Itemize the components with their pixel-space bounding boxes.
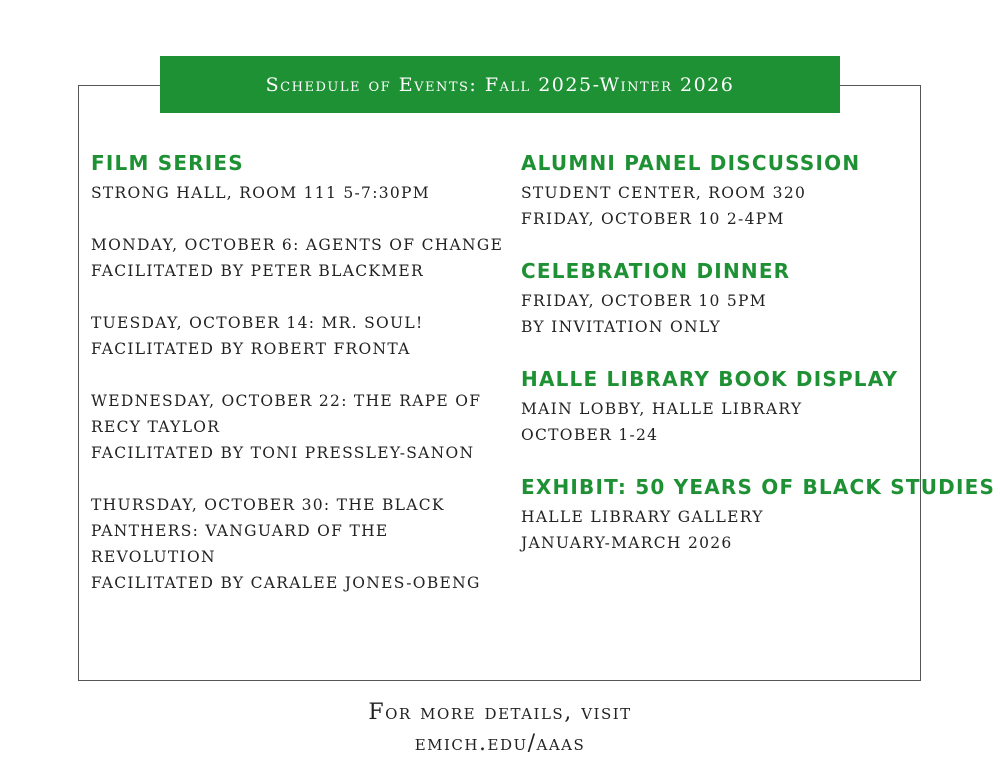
event-detail: STUDENT CENTER, ROOM 320	[521, 184, 807, 202]
film-event	[91, 388, 511, 466]
event-detail: FRIDAY, OCTOBER 10 2-4PM	[521, 210, 785, 228]
event-block-alumni-panel	[521, 146, 916, 232]
film-event-title: REVOLUTION	[91, 548, 216, 566]
event-detail: BY INVITATION ONLY	[521, 318, 721, 336]
event-block-exhibit	[521, 470, 996, 556]
film-event-title: RECY TAYLOR	[91, 418, 221, 436]
event-heading: EXHIBIT: 50 YEARS OF BLACK STUDIES	[521, 475, 996, 499]
event-detail: FRIDAY, OCTOBER 10 5PM	[521, 292, 767, 310]
schedule-banner	[160, 56, 840, 113]
film-event	[91, 492, 511, 596]
film-series-location: STRONG HALL, ROOM 111 5-7:30PM	[91, 184, 430, 202]
footer-details-text: For more details, visit	[368, 700, 632, 725]
film-event-title: WEDNESDAY, OCTOBER 22: THE RAPE OF	[91, 392, 482, 410]
event-heading: ALUMNI PANEL DISCUSSION	[521, 151, 861, 175]
film-series-column	[91, 146, 511, 596]
film-event-facilitator: FACILITATED BY CARALEE JONES-OBENG	[91, 574, 481, 592]
film-event-facilitator: FACILITATED BY ROBERT FRONTA	[91, 340, 411, 358]
banner-title: Schedule of Events: Fall 2025-Winter 2026	[265, 73, 735, 96]
event-heading: CELEBRATION DINNER	[521, 259, 791, 283]
footer-url-link[interactable]: emich.edu/aaas	[414, 731, 586, 756]
film-event-title: TUESDAY, OCTOBER 14: MR. SOUL!	[91, 314, 424, 332]
film-series-heading: FILM SERIES	[91, 151, 244, 175]
film-event	[91, 310, 511, 362]
film-event-title: THURSDAY, OCTOBER 30: THE BLACK	[91, 496, 445, 514]
event-detail: JANUARY-MARCH 2026	[521, 534, 733, 552]
other-events-column	[521, 146, 996, 556]
film-event-title: MONDAY, OCTOBER 6: AGENTS OF CHANGE	[91, 236, 504, 254]
event-detail: OCTOBER 1-24	[521, 426, 659, 444]
film-event-facilitator: FACILITATED BY TONI PRESSLEY-SANON	[91, 444, 475, 462]
film-event-title: PANTHERS: VANGUARD OF THE	[91, 522, 389, 540]
event-detail: MAIN LOBBY, HALLE LIBRARY	[521, 400, 803, 418]
event-detail: HALLE LIBRARY GALLERY	[521, 508, 764, 526]
film-event	[91, 232, 511, 284]
event-block-celebration-dinner	[521, 254, 916, 340]
event-heading: HALLE LIBRARY BOOK DISPLAY	[521, 367, 899, 391]
event-block-book-display	[521, 362, 916, 448]
film-event-facilitator: FACILITATED BY PETER BLACKMER	[91, 262, 424, 280]
